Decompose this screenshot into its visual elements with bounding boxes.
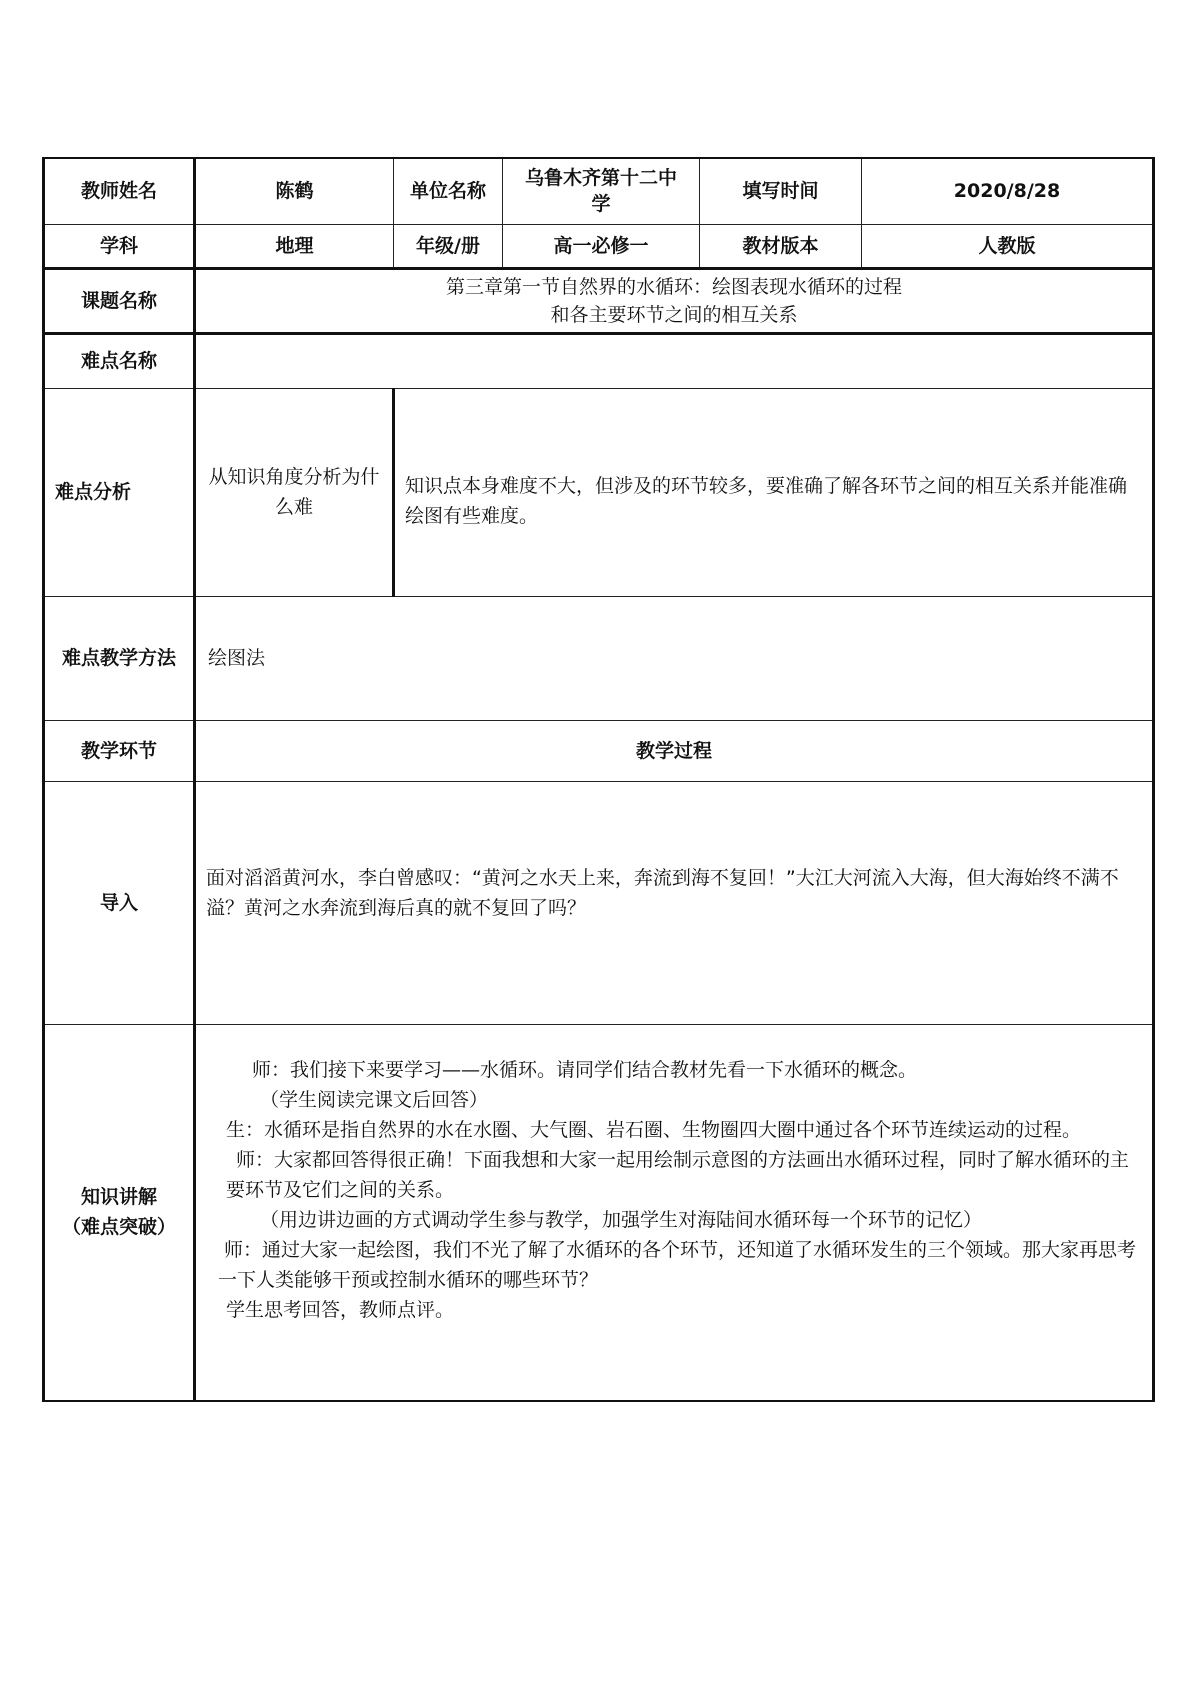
edition-label: 教材版本	[700, 224, 862, 268]
knowledge-paragraph: （学生阅读完课文后回答）	[260, 1088, 489, 1111]
teaching-process-label: 教学过程	[195, 720, 1154, 781]
knowledge-paragraph: 学生思考回答，教师点评。	[226, 1298, 455, 1321]
knowledge-content	[195, 1024, 1154, 1401]
topic-line-2: 和各主要环节之间的相互关系	[550, 303, 798, 326]
fill-time-value: 2020/8/28	[862, 158, 1154, 224]
difficulty-analysis-text: 知识点本身难度不大，但涉及的环节较多，要准确了解各环节之间的相互关系并能准确绘图有些难度。	[394, 388, 1154, 596]
grade-value: 高一必修一	[503, 224, 700, 268]
knowledge-label	[44, 1024, 195, 1401]
difficulty-analysis-label: 难点分析	[44, 388, 195, 596]
lesson-plan-sheet	[42, 157, 1152, 1402]
knowledge-paragraph: （用边讲边画的方式调动学生参与教学，加强学生对海陆间水循环每一个环节的记忆）	[260, 1208, 983, 1231]
knowledge-paragraph: 师：大家都回答得很正确！下面我想和大家一起用绘制示意图的方法画出水循环过程，同时了解水循环的主要环节及它们之间的关系。	[226, 1148, 1130, 1201]
difficulty-name-value	[195, 333, 1154, 388]
subject-label: 学科	[44, 224, 195, 268]
intro-row	[44, 781, 1154, 1024]
unit-name-label: 单位名称	[394, 158, 503, 224]
intro-text: 面对滔滔黄河水，李白曾感叹：“黄河之水天上来，奔流到海不复回！”大江大河流入大海，但大海始终不满不溢？黄河之水奔流到海后真的就不复回了吗？	[195, 781, 1154, 1024]
knowledge-row	[44, 1024, 1154, 1401]
topic-row	[44, 268, 1154, 333]
topic-line-1: 第三章第一节自然界的水循环：绘图表现水循环的过程	[445, 275, 902, 298]
lesson-plan-table	[42, 157, 1155, 1402]
teacher-name-value: 陈鹤	[195, 158, 394, 224]
fill-time-label: 填写时间	[700, 158, 862, 224]
teaching-method-value: 绘图法	[195, 596, 1154, 720]
topic-value	[195, 268, 1154, 333]
unit-name-value: 乌鲁木齐第十二中学	[503, 158, 700, 224]
edition-value: 人教版	[862, 224, 1154, 268]
knowledge-label-line-2: （难点突破）	[61, 1216, 176, 1239]
difficulty-analysis-sub-label: 从知识角度分析为什么难	[195, 388, 394, 596]
subject-value: 地理	[195, 224, 394, 268]
teaching-method-row	[44, 596, 1154, 720]
difficulty-analysis-row	[44, 388, 1154, 596]
difficulty-name-label: 难点名称	[44, 333, 195, 388]
header-row-2	[44, 224, 1154, 268]
header-row-1	[44, 158, 1154, 224]
knowledge-paragraph: 师：我们接下来要学习——水循环。请同学们结合教材先看一下水循环的概念。	[252, 1058, 918, 1081]
teacher-name-label: 教师姓名	[44, 158, 195, 224]
teaching-method-label: 难点教学方法	[44, 596, 195, 720]
knowledge-paragraph: 师：通过大家一起绘图，我们不光了解了水循环的各个环节，还知道了水循环发生的三个领域。那大家再思考一下人类能够干预或控制水循环的哪些环节？	[218, 1238, 1137, 1291]
process-header-row	[44, 720, 1154, 781]
teaching-section-label: 教学环节	[44, 720, 195, 781]
intro-label: 导入	[44, 781, 195, 1024]
difficulty-name-row	[44, 333, 1154, 388]
grade-label: 年级/册	[394, 224, 503, 268]
topic-label: 课题名称	[44, 268, 195, 333]
knowledge-label-line-1: 知识讲解	[80, 1186, 157, 1209]
knowledge-paragraph: 生：水循环是指自然界的水在水圈、大气圈、岩石圈、生物圈四大圈中通过各个环节连续运动的过程。	[226, 1118, 1082, 1141]
